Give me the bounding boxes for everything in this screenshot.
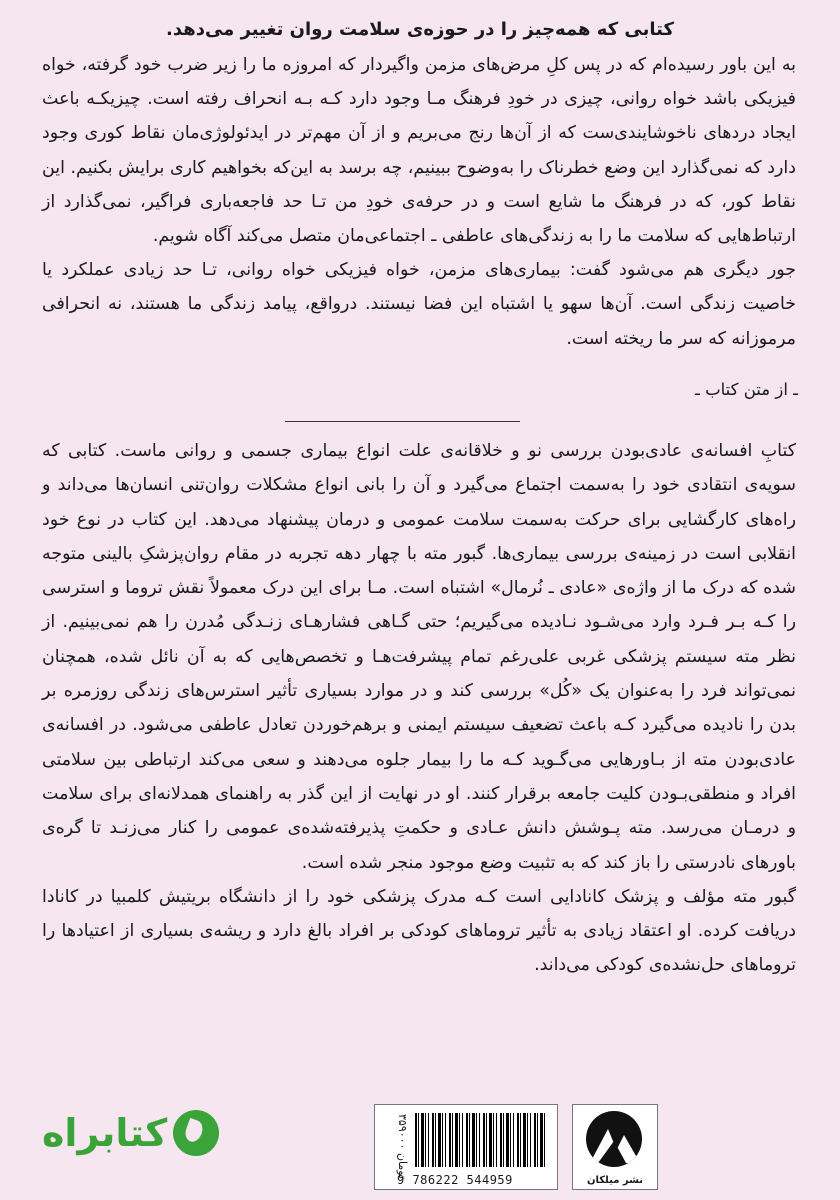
publisher-logo [572, 1104, 658, 1190]
headline: کتابی که همه‌چیز را در حوزه‌ی سلامت روان تغییر می‌دهد. [166, 19, 674, 40]
author-bio-paragraph: گبور مته مؤلف و پزشک کانادایی است کـه مدرک پزشکی خود را از دانشگاه بریتیش کلمبیا در کانادا دریافت کرده. او اعتقاد زیادی به تأثیر تروماهای کودکی بر افراد بالغ دارد و ریشه‌ی بسیاری از اعتیادها را تروماهای حل‌نشده‌ی کودکی می‌داند. [42, 886, 796, 976]
excerpt-paragraph: به این باور رسیده‌ام که در پس کلِ مرض‌های مزمن واگیردار که امروزه ما را زیر ضرب خود گرفته، خواه فیزیکی باشد خواه روانی، چیزی در خودِ فرهنگ مـا وجود دارد کـه بـه انحراف رفته است. چیزیکـه باعث ایجاد دردهای ناخوشایندی‌ست که از آن‌ها رنج می‌بریم و از آن مهم‌تر در ایدئولوژی‌مان نقاط کوری وجود دارد که نمی‌گذارد این وضع خطرناک را به‌وضوح ببینیم، چه برسد به این‌که بخواهیم کاری برایش بکنیم. این نقاط کور، که در فرهنگ ما شایع است و در حرفه‌ی خودِ من تـا حد فاجعه‌باری فراگیر، نمی‌گذارد از ارتباط‌هایی که سلامت ما را به زندگی‌های عاطفی ـ اجتماعی‌مان متصل می‌کند آگاه شویم. [42, 55, 796, 247]
isbn-barcode [374, 1104, 558, 1190]
ketabrah-leaf-icon [173, 1110, 219, 1156]
excerpt-source: ـ از متن کتاب ـ [695, 380, 798, 399]
excerpt-paragraph: جور دیگری هم می‌شود گفت: بیماری‌های مزمن، خواه فیزیکی خواه روانی، تـا حد زیادی عملکرد یا خاصیت زندگی است. آن‌ها سهو یا اشتباه این فضا نیستند. درواقع، پیامد زندگی ما هستند، نه انحرافی مرموزانه که سر ما ریخته است. [42, 260, 796, 349]
barcode-bars [415, 1113, 545, 1167]
divider [285, 421, 520, 422]
logo-text: کتابراه [42, 1111, 168, 1155]
mountains-icon [586, 1111, 642, 1167]
publisher-name: نشر میلکان [586, 1175, 644, 1186]
book-excerpt [42, 48, 796, 356]
ketabrah-logo [42, 1106, 219, 1160]
isbn-number: 9 786222 544959 [397, 1173, 513, 1187]
description-paragraph: کتابِ افسانه‌ی عادی‌بودن بررسی نو و خلاقانه‌ی علت انواع بیماری جسمی و روانی ماست. کتابی که سویه‌ی انتقادی خود را به‌سمت اجتماع می‌گیرد و آن را بانی انواع مشکلات روان‌تنی انسان‌ها می‌داند و راه‌های کارگشایی برای حرکت به‌سمت سلامت عمومی و درمان پیشنهاد می‌دهد. این کتاب در نوع خود انقلابی است در زمینه‌ی بررسی بیماری‌ها. گبور مته با چهار دهه تجربه در مقام روان‌پزشکِ بالینی متوجه شده که درک ما از واژه‌ی «عادی ـ نُرمال» اشتباه است. مـا برای این درک معمولاً نقش تروما و استرسی را کـه بـر فـرد وارد می‌شـود نـادیده می‌گیریم؛ حتی گـاهی فشارهـای زنـدگی مُدرن را هم نمی‌بینیم. از نظر مته سیستم پزشکی غربی علی‌رغم تمام پیشرفت‌هـا و تخصص‌هایی که به آن نائل شده، همچنان نمی‌تواند فرد را به‌عنوان یک «کُل» بررسی کند و در موارد بسیاری تأثیر استرس‌های زندگی روزمره بر بدن را نادیده می‌گیرد کـه باعث تضعیف سیستم ایمنی و برهم‌خوردن تعادل عاطفی می‌شود. در افسانه‌ی عادی‌بودن مته از بـاورهایی می‌گـوید کـه ما را بیمار جلوه می‌دهند و سعی می‌کند ارتباطی بین سلامتی افراد و منطقی‌بـودن کلیت جامعه برقرار کنند. او در نهایت از این گذر به راهنمای همدلانه‌ای برای سلامت و درمـان می‌رسد. مته پـوشش دانش عـادی و حکمتِ پذیرفته‌شده‌ی عمومی را کنار می‌زنـد تا گره‌ی باورهای نادرستی را باز کند که به تثبیت وضع موجود منجر شده است. [42, 441, 796, 873]
book-description [42, 434, 796, 983]
price-label: ۳۵۹۰۰۰ تومان [396, 1114, 409, 1180]
